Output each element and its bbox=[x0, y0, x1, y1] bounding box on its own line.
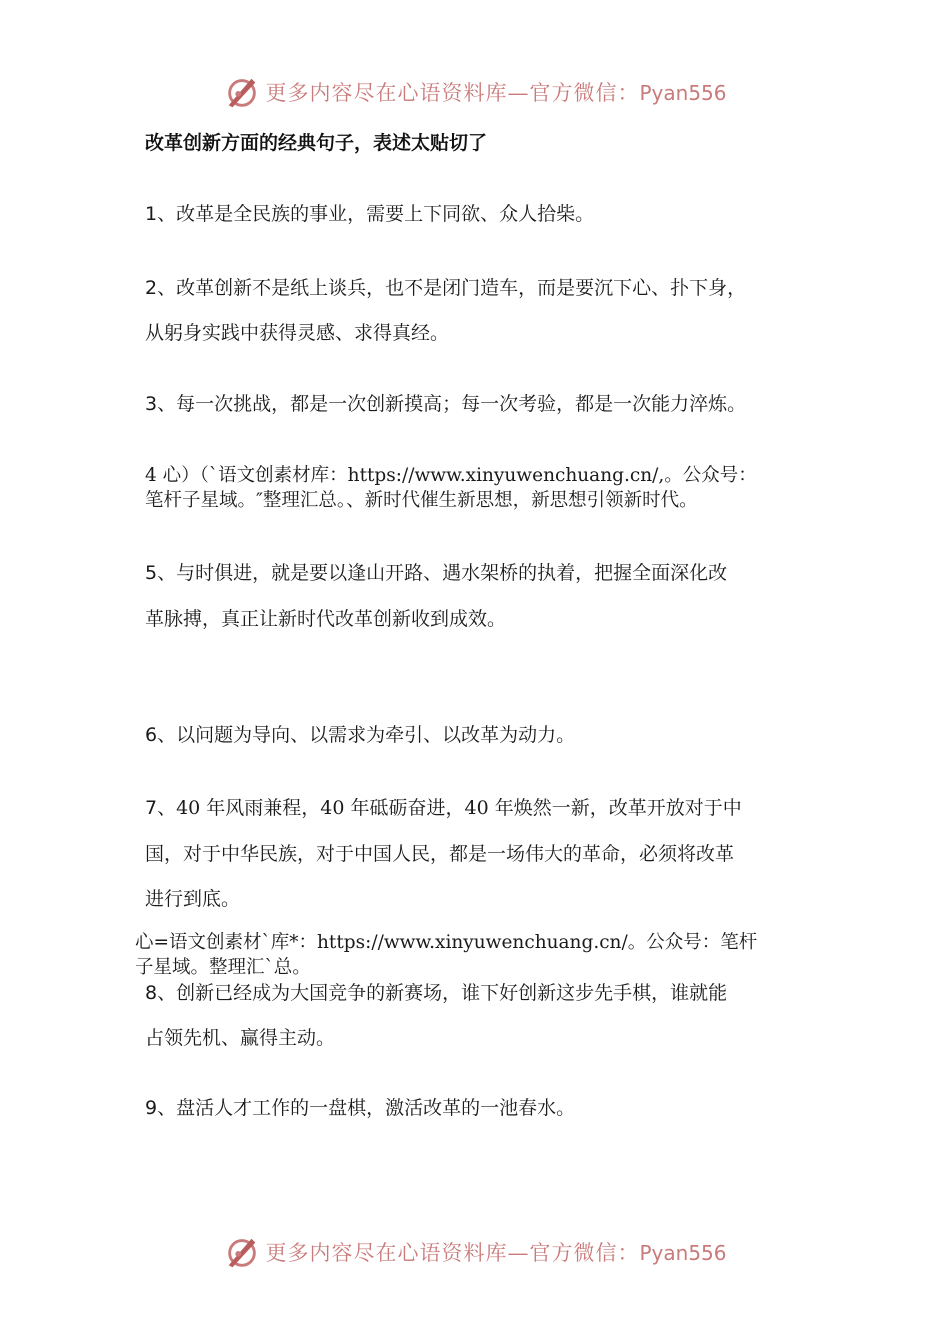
item-5-line-2: 革脉搏，真正让新时代改革创新收到成效。 bbox=[145, 608, 507, 630]
item-5-line-1: 5、与时俱进，就是要以逢山开路、遇水架桥的执着，把握全面深化改 bbox=[145, 562, 728, 584]
item-3-line-1: 3、每一次挑战，都是一次创新摸高；每一次考验，都是一次能力淬炼。 bbox=[145, 393, 747, 415]
footer-wechat-id: Pyan556 bbox=[639, 1241, 727, 1265]
item-7-line-3: 进行到底。 bbox=[145, 888, 241, 910]
footer-banner-text bbox=[265, 1237, 726, 1267]
header-banner-text bbox=[265, 77, 726, 107]
watermark-mid-line-2: 子星域。整理汇`总。 bbox=[135, 957, 311, 978]
item-2-line-2: 从躬身实践中获得灵感、求得真经。 bbox=[145, 322, 450, 344]
item-9-line-1: 9、盘活人才工作的一盘棋，激活改革的一池春水。 bbox=[145, 1097, 576, 1119]
item-4-line-1: 4 心）（`语文创素材库：https://www.xinyuwenchuang.cn/,。公众号： bbox=[145, 465, 757, 486]
watermark-mid-line-1: 心=语文创素材`库*：https://www.xinyuwenchuang.cn/。公众号：笔杆 bbox=[135, 932, 758, 953]
item-6-line-1: 6、以问题为导向、以需求为牵引、以改革为动力。 bbox=[145, 724, 576, 746]
item-1-line-1: 1、改革是全民族的事业，需要上下同欲、众人拾柴。 bbox=[145, 203, 595, 225]
header-wechat-id: Pyan556 bbox=[639, 81, 727, 105]
item-2-line-1: 2、改革创新不是纸上谈兵，也不是闭门造车，而是要沉下心、扑下身， bbox=[145, 277, 747, 299]
item-8-line-2: 占领先机、赢得主动。 bbox=[145, 1027, 336, 1049]
item-7-line-2: 国，对于中华民族，对于中国人民，都是一场伟大的革命，必须将改革 bbox=[145, 843, 735, 865]
page-title: 改革创新方面的经典句子，表述太贴切了 bbox=[145, 132, 488, 154]
header-banner bbox=[0, 70, 950, 114]
header-banner-label: 更多内容尽在心语资料库—官方微信： bbox=[265, 81, 640, 105]
footer-banner bbox=[0, 1230, 950, 1274]
item-4-line-2: 笔杆子星域。″整理汇总。、新时代催生新思想，新思想引领新时代。 bbox=[145, 490, 698, 511]
footer-banner-label: 更多内容尽在心语资料库—官方微信： bbox=[265, 1241, 640, 1265]
quill-seal-logo-icon bbox=[223, 1233, 261, 1271]
quill-seal-logo-icon bbox=[223, 73, 261, 111]
item-7-line-1: 7、40 年风雨兼程，40 年砥砺奋进，40 年焕然一新，改革开放对于中 bbox=[145, 797, 742, 819]
item-8-line-1: 8、创新已经成为大国竞争的新赛场，谁下好创新这步先手棋，谁就能 bbox=[145, 982, 728, 1004]
